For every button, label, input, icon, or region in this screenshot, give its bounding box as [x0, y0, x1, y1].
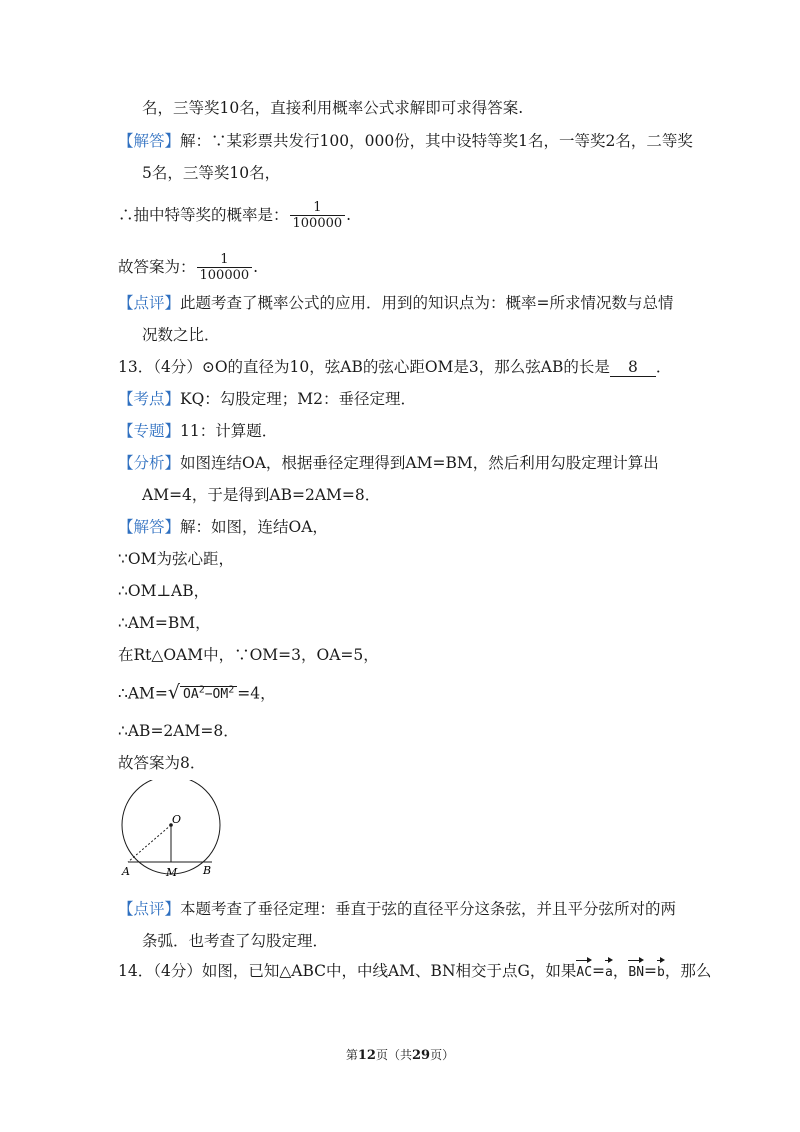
- text-span: 页（共: [375, 1048, 412, 1062]
- step-line: ∴AB=2AM=8．: [118, 722, 239, 740]
- exponent: 2: [198, 685, 205, 696]
- topic-tag: 【专题】: [118, 422, 181, 440]
- comment-tag: 【点评】: [118, 294, 181, 312]
- text-line: 解：∵某彩票共发行100，000份，其中设特等奖1名，一等奖2名，二等奖: [180, 132, 693, 150]
- text-span: .: [253, 258, 259, 276]
- text-span: 第: [345, 1048, 358, 1062]
- comment-block: [118, 292, 674, 314]
- analysis-tag: 【分析】: [118, 454, 181, 472]
- page-number: 12: [357, 1048, 376, 1063]
- probability-line: [118, 201, 351, 231]
- text-span: KQ：勾股定理；M2：垂径定理．: [180, 390, 417, 408]
- sqrt-symbol: √: [167, 681, 181, 704]
- circle-figure: [115, 780, 227, 880]
- vector-ac: AC: [576, 958, 592, 984]
- label-b: B: [203, 864, 212, 877]
- fraction-numerator: 1: [220, 252, 229, 267]
- sqrt-expression: [168, 680, 237, 706]
- label-a: A: [122, 865, 130, 878]
- text-span: ，那么: [664, 962, 712, 980]
- label-o: O: [172, 813, 182, 826]
- text-line: 名，三等奖10名，直接利用概率公式求解即可求得答案.: [142, 99, 524, 117]
- fraction: [290, 201, 346, 231]
- text-line: 条弧．也考查了勾股定理．: [142, 932, 329, 950]
- fraction-denominator: 100000: [290, 215, 346, 231]
- radicand: [180, 686, 237, 702]
- text-span: .: [346, 206, 352, 224]
- text-span: 本题考查了垂径定理：垂直于弦的直径平分这条弦，并且平分弦所对的两: [180, 900, 677, 918]
- text-span: OA: [183, 687, 199, 703]
- knowledge-point: [118, 388, 416, 410]
- page-footer: [0, 1046, 800, 1063]
- text-span: ．: [655, 358, 672, 376]
- label-m: M: [166, 866, 178, 879]
- step-line: 在Rt△OAM中，∵OM=3，OA=5，: [118, 646, 379, 664]
- comment-tag: 【点评】: [118, 900, 181, 918]
- answer-line: [118, 253, 258, 283]
- analysis: [118, 452, 659, 474]
- vector-a: a: [605, 958, 613, 984]
- topic: [118, 420, 277, 442]
- answer-tag: 【解答】: [118, 132, 181, 150]
- text-span: =: [644, 962, 658, 980]
- step-line: 故答案为8．: [118, 754, 206, 772]
- text-line: 况数之比．: [142, 326, 220, 344]
- step-line: ∴OM⊥AB，: [118, 582, 210, 600]
- sqrt-line: [118, 680, 276, 706]
- question-text: 13．（4分）⊙O的直径为10，弦AB的弦心距OM是3，那么弦AB的长是: [118, 358, 610, 376]
- fraction-numerator: 1: [313, 200, 322, 215]
- text-span: ∴AM=: [118, 684, 168, 703]
- solution-tag: 【解答】: [118, 518, 181, 536]
- text-span: =: [592, 962, 606, 980]
- step-line: ∵OM为弦心距，: [118, 550, 234, 568]
- fraction-denominator: 100000: [197, 267, 253, 283]
- exponent: 2: [228, 685, 235, 696]
- answer-block: [118, 130, 693, 152]
- answer-blank: 8: [610, 358, 656, 377]
- question-text: 14．（4分）如图，已知△ABC中，中线AM、BN相交于点G，如果: [118, 962, 577, 980]
- question-14: [118, 958, 711, 984]
- text-line: AM=4，于是得到AB=2AM=8．: [142, 486, 381, 504]
- text-span: ∴抽中特等奖的概率是：: [118, 206, 289, 224]
- comment-block: [118, 898, 676, 920]
- total-pages: 29: [412, 1048, 431, 1063]
- knowledge-tag: 【考点】: [118, 390, 181, 408]
- segment-oa: [128, 825, 171, 862]
- vector-bn: BN: [628, 958, 644, 984]
- text-span: 解：如图，连结OA，: [180, 518, 328, 536]
- vector-b: b: [657, 958, 665, 984]
- text-span: 故答案为：: [118, 258, 196, 276]
- text-line: 5名，三等奖10名，: [142, 164, 281, 182]
- text-span: =4，: [237, 684, 276, 703]
- question-13: [118, 356, 671, 378]
- solution: [118, 516, 328, 538]
- text-span: 如图连结OA，根据垂径定理得到AM=BM，然后利用勾股定理计算出: [180, 454, 659, 472]
- step-line: ∴AM=BM，: [118, 614, 211, 632]
- text-span: 页）: [430, 1048, 455, 1062]
- text-span: 此题考查了概率公式的应用．用到的知识点为：概率=所求情况数与总情: [180, 294, 674, 312]
- text-span: 11：计算题．: [180, 422, 278, 440]
- text-span: −OM: [204, 687, 229, 703]
- fraction: [197, 253, 253, 283]
- text-span: ，: [612, 962, 629, 980]
